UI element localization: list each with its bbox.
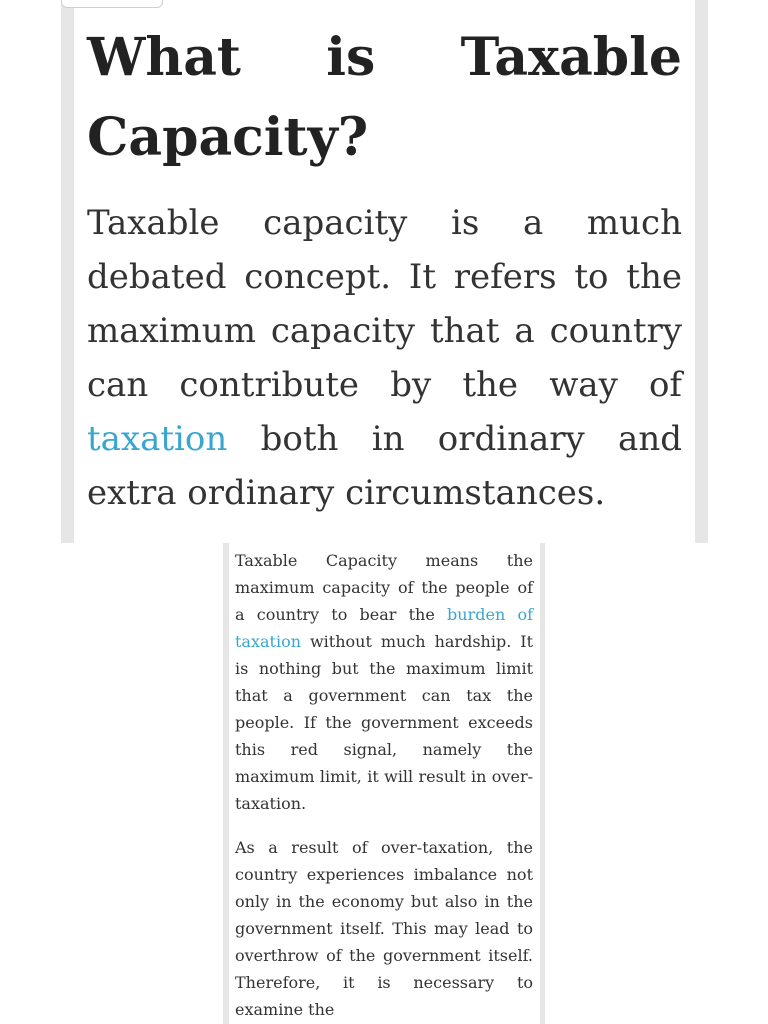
page-title: What is Taxable Capacity?	[87, 27, 682, 168]
intro-text-start: Taxable capacity is a much debated concept. It refers to the maximum capacity that a country can contribute by the way of	[87, 203, 682, 405]
tab-edge	[61, 0, 163, 8]
intro-text-end: both in ordinary and extra ordinary circumstances.	[87, 419, 682, 513]
excerpt-paragraph-2: As a result of over-taxation, the country experiences imbalance not only in the economy but also in the government itself. This may lead to overthrow of the government itself. Therefore, it is necessary to examine the	[235, 838, 533, 1019]
intro-paragraph	[87, 196, 682, 520]
burden-of-taxation-link[interactable]: burden of taxation	[235, 605, 533, 651]
para1-text-start: Taxable Capacity means the maximum capacity of the people of a country to bear the	[235, 551, 533, 624]
excerpt-paragraph-1	[235, 547, 533, 817]
para1-text-end: without much hardship. It is nothing but the maximum limit that a government can tax the people. If the government exceeds this red signal, namely the maximum limit, it will result in over-taxation.	[235, 632, 533, 813]
taxation-link[interactable]: taxation	[87, 419, 228, 459]
